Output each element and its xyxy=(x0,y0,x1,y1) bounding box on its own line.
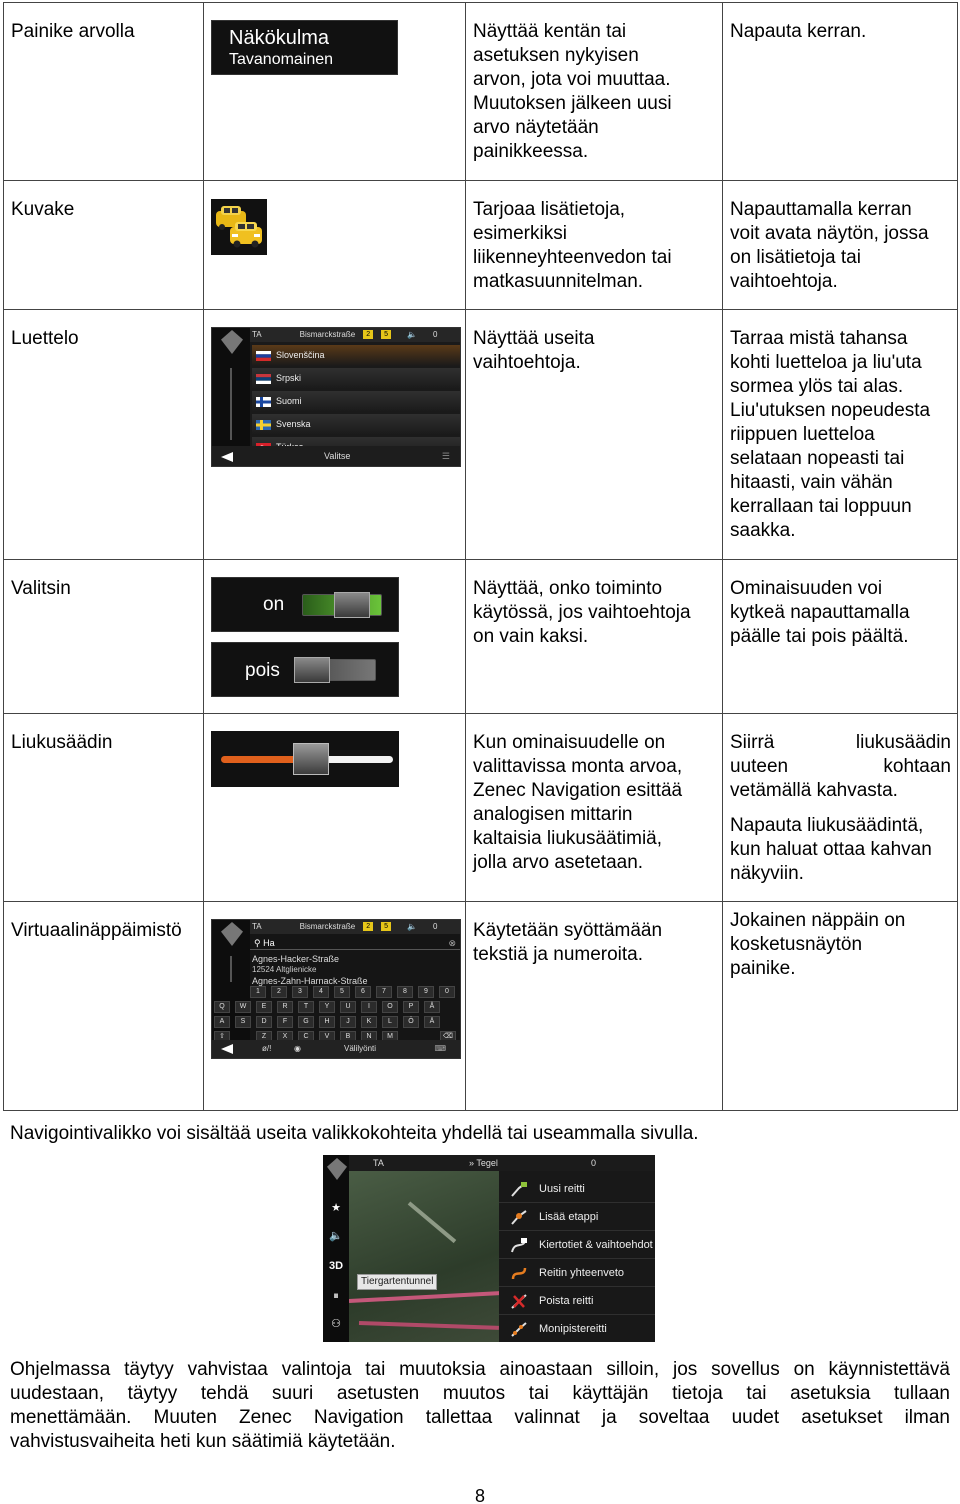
table-row xyxy=(4,310,958,560)
table-row xyxy=(4,902,958,1111)
clear-icon[interactable]: ⊗ xyxy=(448,938,456,948)
toggle-knob[interactable] xyxy=(334,592,370,618)
menu-item-label: Lisää etappi xyxy=(539,1211,599,1223)
keyboard-key[interactable]: Å xyxy=(424,1001,440,1013)
text-line: tekstiä ja numeroita. xyxy=(473,944,644,965)
text-line: voit avata näytön, jossa xyxy=(730,223,929,244)
tunnel-label: Tiergartentunnel xyxy=(357,1274,437,1290)
action xyxy=(723,560,958,714)
action xyxy=(723,3,958,181)
list-item[interactable] xyxy=(252,391,460,412)
symbols-key[interactable]: ø/! xyxy=(262,1044,272,1053)
back-arrow-icon[interactable] xyxy=(221,452,233,462)
status-bar xyxy=(250,328,460,342)
destination-label: » Tegel xyxy=(469,1158,498,1168)
list-item[interactable] xyxy=(252,345,460,366)
list-screenshot xyxy=(211,327,461,467)
list-item-label: Slovenščina xyxy=(276,350,325,360)
result-item[interactable]: Agnes-Zahn-Harnack-Straße xyxy=(252,976,368,986)
shift-key-icon[interactable]: ⇧ xyxy=(214,1031,230,1043)
table-row xyxy=(4,714,958,902)
keyboard-key[interactable]: 9 xyxy=(418,986,434,998)
text-line: Muutoksen jälkeen uusi xyxy=(473,93,672,114)
table-row xyxy=(4,181,958,310)
ta-label: TA xyxy=(373,1158,384,1168)
list-bottom-bar xyxy=(212,446,460,466)
text-line: painike. xyxy=(730,958,796,979)
text-line: kerrallaan tai loppuun xyxy=(730,496,912,517)
keyboard-key[interactable]: 5 xyxy=(334,986,350,998)
result-item[interactable]: Agnes-Hacker-Straße xyxy=(252,954,340,964)
toggle-on-screenshot[interactable] xyxy=(211,577,399,632)
list-item-label: Suomi xyxy=(276,396,302,406)
text-line: sormea ylös tai alas. xyxy=(730,376,904,397)
description xyxy=(466,902,723,1111)
search-icon: ⚲ xyxy=(254,938,261,948)
search-input[interactable] xyxy=(250,936,460,950)
text-line: liikenneyhteenvedon tai xyxy=(473,247,672,268)
street-label: Bismarckstraße xyxy=(299,922,356,931)
text-line: kun haluat ottaa kahvan xyxy=(730,839,932,860)
traffic-cars-icon xyxy=(211,199,267,255)
control-name: Virtuaalinäppäimistö xyxy=(4,902,204,1111)
menu-item-label: Uusi reitti xyxy=(539,1183,585,1195)
keyboard-key[interactable]: I xyxy=(361,1001,377,1013)
flag-serbia-icon xyxy=(256,374,271,384)
text-line: Napauta kerran. xyxy=(730,21,867,42)
new-route-icon xyxy=(511,1182,527,1197)
toggle-on-label: on xyxy=(263,594,285,615)
list-item-label: Svenska xyxy=(276,419,311,429)
navigation-menu xyxy=(499,1171,655,1342)
scroll-track xyxy=(230,368,232,440)
text-line: selataan nopeasti tai xyxy=(730,448,905,469)
slider-screenshot[interactable] xyxy=(211,731,399,787)
keyboard-key[interactable]: N xyxy=(361,1031,377,1043)
ta-label: TA xyxy=(252,922,262,931)
screenshot-cell xyxy=(204,181,466,310)
toggle-knob[interactable] xyxy=(294,657,330,683)
text-line: Liu'utuksen nopeudesta xyxy=(730,400,931,421)
keyboard-key[interactable]: 3 xyxy=(292,986,308,998)
slider-handle[interactable] xyxy=(293,743,329,775)
control-name: Liukusäädin xyxy=(4,714,204,902)
text-line: vahvistusvaiheita heti kun säätimiä käytetään. xyxy=(10,1431,396,1452)
keyboard-key[interactable]: 8 xyxy=(397,986,413,998)
screenshot-cell xyxy=(204,560,466,714)
value-button-screenshot xyxy=(211,20,398,75)
control-name: Kuvake xyxy=(4,181,204,310)
road xyxy=(408,1201,457,1243)
keyboard-key[interactable]: L xyxy=(382,1016,398,1028)
text-line: kytkeä napauttamalla xyxy=(730,602,910,623)
keyboard-key[interactable]: H xyxy=(319,1016,335,1028)
keyboard-key[interactable]: 6 xyxy=(355,986,371,998)
text-line: arvon, jota voi muuttaa. xyxy=(473,69,671,90)
text-line: Ohjelmassa täytyy vahvistaa valintoja tai muutoksia ainoastaan silloin, jos sovellus on käynnistettävä xyxy=(10,1359,950,1380)
action xyxy=(723,714,958,902)
text-line: vaihtoehtoja. xyxy=(473,352,581,373)
description xyxy=(466,181,723,310)
keyboard-key[interactable]: M xyxy=(382,1031,398,1043)
text-line: Napauta liukusäädintä, xyxy=(730,815,924,836)
multipoint-route-icon xyxy=(511,1322,527,1337)
description xyxy=(466,3,723,181)
speed-badge: 5 xyxy=(381,330,391,339)
screenshot-cell xyxy=(204,714,466,902)
back-arrow-icon[interactable] xyxy=(221,1044,233,1054)
space-key[interactable]: Välilyönti xyxy=(344,1044,377,1053)
text-line: vetämällä kahvasta. xyxy=(730,780,898,801)
action xyxy=(723,310,958,560)
keyboard-key[interactable]: Ö xyxy=(403,1016,419,1028)
keyboard-key[interactable]: J xyxy=(340,1016,356,1028)
map-icon[interactable] xyxy=(327,1158,347,1180)
detours-icon xyxy=(511,1238,527,1253)
route-line xyxy=(349,1290,519,1303)
keyboard xyxy=(212,986,460,1040)
keyboard-icon[interactable]: ⌨ xyxy=(434,1044,446,1053)
control-name: Painike arvolla xyxy=(4,3,204,181)
text-line: analogisen mittarin xyxy=(473,804,633,825)
text-line: Näyttää kentän tai xyxy=(473,21,627,42)
keyboard-screenshot xyxy=(211,919,461,1059)
keyboard-key[interactable]: T xyxy=(298,1001,314,1013)
keyboard-bottom-bar xyxy=(212,1040,460,1058)
result-subtitle: 12524 Altglienicke xyxy=(252,965,317,974)
menu-item-delete-route[interactable] xyxy=(499,1288,655,1315)
text-line: Jokainen näppäin on xyxy=(730,910,906,931)
action xyxy=(723,181,958,310)
text-line: on lisätietoja tai xyxy=(730,247,861,268)
closing-paragraph xyxy=(10,1358,950,1454)
select-button[interactable]: Valitse xyxy=(324,451,351,461)
scroll-track xyxy=(230,956,232,982)
keyboard-key[interactable]: F xyxy=(277,1016,293,1028)
action xyxy=(723,902,958,1111)
navigation-menu-screenshot xyxy=(323,1155,655,1342)
text-line: Siirrä liukusäädin xyxy=(730,732,951,753)
text-line: menettämään. Muuten Zenec Navigation tallettaa valinnat ja soveltaa uudet asetukset ilman xyxy=(10,1407,950,1428)
text-line: uuteen kohtaan xyxy=(730,756,951,777)
menu-item-multipoint-route[interactable] xyxy=(499,1316,655,1342)
page-number: 8 xyxy=(474,1486,485,1504)
map-view xyxy=(349,1171,499,1342)
menu-grid-icon[interactable]: ☰ xyxy=(441,451,450,461)
map-icon xyxy=(221,330,243,354)
globe-icon[interactable]: ◉ xyxy=(294,1044,301,1053)
keyboard-key[interactable]: O xyxy=(382,1001,398,1013)
keyboard-key[interactable]: 4 xyxy=(313,986,329,998)
ta-label: TA xyxy=(252,330,262,339)
control-name: Luettelo xyxy=(4,310,204,560)
keyboard-key[interactable]: Ä xyxy=(424,1016,440,1028)
side-panel xyxy=(323,1155,349,1342)
toggle-off-label: pois xyxy=(245,660,280,681)
text-line: on vain kaksi. xyxy=(473,626,589,647)
menu-item-route-summary[interactable] xyxy=(499,1260,655,1287)
menu-item-new-route[interactable] xyxy=(499,1176,655,1203)
control-name: Valitsin xyxy=(4,560,204,714)
description xyxy=(466,310,723,560)
volume-value: 0 xyxy=(591,1158,597,1168)
speaker-icon: 🔈 xyxy=(407,922,417,931)
delete-route-icon xyxy=(511,1294,527,1309)
text-line: käytössä, jos vaihtoehtoja xyxy=(473,602,691,623)
speaker-icon: 🔈 xyxy=(407,330,417,339)
text-line: Ominaisuuden voi xyxy=(730,578,883,599)
text-line: kohti luetteloa ja liu'uta xyxy=(730,352,922,373)
text-line: asetuksen nykyisen xyxy=(473,45,639,66)
menu-item-label: Poista reitti xyxy=(539,1295,594,1307)
menu-item-detours[interactable] xyxy=(499,1232,655,1259)
volume-value: 0 xyxy=(432,330,438,339)
text-line: kosketusnäytön xyxy=(730,934,863,955)
text-line: Näyttää useita xyxy=(473,328,595,349)
text-line: riippuen luetteloa xyxy=(730,424,875,445)
text-line: valittavissa monta arvoa, xyxy=(473,756,683,777)
text-line: Napauttamalla kerran xyxy=(730,199,912,220)
list-item-label: Srpski xyxy=(276,373,302,383)
speed-badge: 2 xyxy=(363,922,373,931)
map-icon xyxy=(221,922,243,946)
text-line: Tarjoaa lisätietoja, xyxy=(473,199,626,220)
screenshot-cell xyxy=(204,310,466,560)
keyboard-key[interactable]: 2 xyxy=(271,986,287,998)
text-line: uudestaan, täytyy tehdä suuri asetusten muutos tai käyttäjän tietoja tai asetuksia tullaan xyxy=(10,1383,950,1404)
road xyxy=(359,1321,499,1330)
keyboard-key[interactable]: G xyxy=(298,1016,314,1028)
keyboard-key[interactable]: 7 xyxy=(376,986,392,998)
route-summary-icon xyxy=(511,1266,527,1281)
search-input-value: Ha xyxy=(263,938,275,948)
text-line: saakka. xyxy=(730,520,796,541)
text-line: näkyviin. xyxy=(730,863,804,884)
description xyxy=(466,560,723,714)
text-line: Kun ominaisuudelle on xyxy=(473,732,666,753)
text-line: Käytetään syöttämään xyxy=(473,920,663,941)
screenshot-cell xyxy=(204,3,466,181)
value-button-value: Tavanomainen xyxy=(229,51,334,68)
keyboard-key[interactable]: K xyxy=(361,1016,377,1028)
menu-item-label: Kiertotiet & vaihtoehdot xyxy=(539,1239,653,1251)
description xyxy=(466,714,723,902)
text-line: painikkeessa. xyxy=(473,141,589,162)
text-line: Zenec Navigation esittää xyxy=(473,780,683,801)
add-waypoint-icon xyxy=(511,1210,527,1225)
list-item[interactable] xyxy=(252,414,460,435)
status-bar xyxy=(250,920,460,934)
toggle-off-screenshot[interactable] xyxy=(211,642,399,697)
text-line: jolla arvo asetetaan. xyxy=(473,852,644,873)
keyboard-key[interactable]: X xyxy=(277,1031,293,1043)
view-3d-button[interactable]: 3D xyxy=(328,1260,344,1272)
text-line: Näyttää, onko toiminto xyxy=(473,578,663,599)
table-row xyxy=(4,560,958,714)
list-item[interactable] xyxy=(252,368,460,389)
text-line: päälle tai pois päältä. xyxy=(730,626,909,647)
text-line: kaltaisia liukusäätimiä, xyxy=(473,828,663,849)
keyboard-key[interactable]: C xyxy=(298,1031,314,1043)
speed-badge: 2 xyxy=(363,330,373,339)
screenshot-cell xyxy=(204,902,466,1111)
status-bar xyxy=(349,1155,655,1171)
text-line: esimerkiksi xyxy=(473,223,567,244)
person-icon[interactable]: ⚇ xyxy=(331,1318,341,1330)
controls-table xyxy=(3,2,958,1111)
menu-item-label: Reitin yhteenveto xyxy=(539,1267,624,1279)
volume-value: 0 xyxy=(432,922,438,931)
keyboard-key[interactable]: Q xyxy=(214,1001,230,1013)
text-line: hitaasti, vain vähän xyxy=(730,472,893,493)
keyboard-key[interactable]: D xyxy=(256,1016,272,1028)
keyboard-key[interactable]: U xyxy=(340,1001,356,1013)
text-line: matkasuunnitelman. xyxy=(473,271,644,292)
pause-icon[interactable]: ⏸ xyxy=(333,1290,339,1302)
table-row xyxy=(4,3,958,181)
keyboard-key[interactable]: Z xyxy=(256,1031,272,1043)
keyboard-key[interactable]: E xyxy=(256,1001,272,1013)
keyboard-key[interactable]: S xyxy=(235,1016,251,1028)
keyboard-key[interactable]: R xyxy=(277,1001,293,1013)
keyboard-key[interactable]: 1 xyxy=(250,986,266,998)
backspace-key-icon[interactable]: ⌫ xyxy=(440,1031,456,1043)
keyboard-key[interactable]: 0 xyxy=(439,986,455,998)
speaker-icon[interactable]: 🔈 xyxy=(329,1230,343,1242)
speed-badge: 5 xyxy=(381,922,391,931)
keyboard-key[interactable]: Y xyxy=(319,1001,335,1013)
text-line: arvo näytetään xyxy=(473,117,599,138)
menu-item-add-waypoint[interactable] xyxy=(499,1204,655,1231)
flag-slovenia-icon xyxy=(256,351,271,361)
keyboard-key[interactable]: W xyxy=(235,1001,251,1013)
keyboard-key[interactable]: B xyxy=(340,1031,356,1043)
keyboard-key[interactable]: A xyxy=(214,1016,230,1028)
menu-item-label: Monipistereitti xyxy=(539,1323,607,1335)
flag-sweden-icon xyxy=(256,420,271,430)
street-label: Bismarckstraße xyxy=(299,330,356,339)
value-button-title: Näkökulma xyxy=(229,27,330,49)
flag-finland-icon xyxy=(256,397,271,407)
text-line: vaihtoehtoja. xyxy=(730,271,838,292)
keyboard-key[interactable]: P xyxy=(403,1001,419,1013)
text-line: Tarraa mistä tahansa xyxy=(730,328,908,349)
nav-caption: Navigointivalikko voi sisältää useita valikkokohteita yhdellä tai useammalla sivulla. xyxy=(10,1123,699,1144)
keyboard-key[interactable]: V xyxy=(319,1031,335,1043)
star-icon[interactable]: ★ xyxy=(331,1202,341,1214)
